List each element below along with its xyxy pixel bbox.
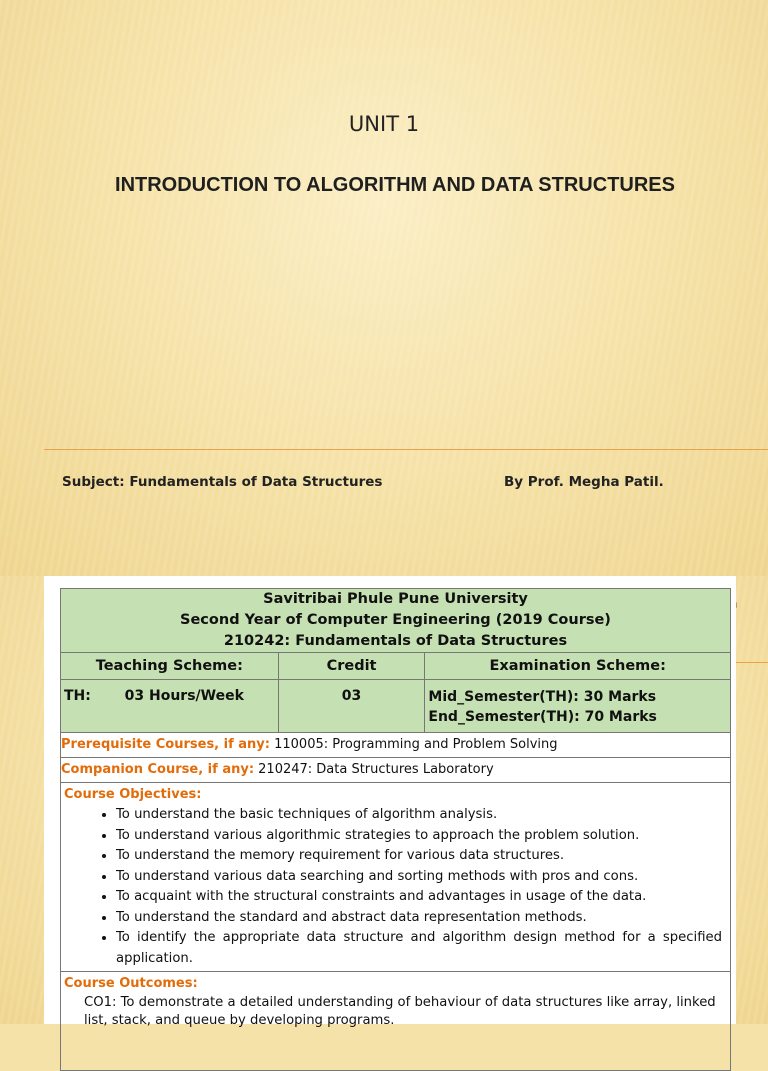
outcome-co1: CO1: To demonstrate a detailed understanding of behaviour of data structures like array, linked list, stack, and queue by developing programs. bbox=[84, 995, 716, 1028]
subject-text: Subject: Fundamentals of Data Structures bbox=[62, 474, 383, 490]
prerequisite-row bbox=[61, 733, 731, 758]
syllabus-slide bbox=[0, 576, 768, 1028]
slide-title: INTRODUCTION TO ALGORITHM AND DATA STRUCTURES bbox=[115, 174, 675, 196]
objectives-row bbox=[61, 783, 731, 972]
outcomes-label: Course Outcomes: bbox=[64, 976, 198, 991]
table-header bbox=[61, 589, 731, 653]
credit-value: 03 bbox=[278, 680, 425, 733]
exam-end: End_Semester(TH): 70 Marks bbox=[428, 709, 657, 725]
list-item: • To understand the basic techniques of algorithm analysis. bbox=[116, 805, 730, 826]
unit-label: UNIT 1 bbox=[348, 112, 420, 136]
exam-mid: Mid_Semester(TH): 30 Marks bbox=[428, 689, 657, 705]
syllabus-table bbox=[60, 588, 731, 1071]
outcomes-row bbox=[61, 972, 731, 1071]
companion-value: 210247: Data Structures Laboratory bbox=[254, 762, 494, 777]
th-label: TH: bbox=[64, 688, 91, 704]
list-item: • To understand the standard and abstract data representation methods. bbox=[116, 908, 730, 929]
list-item: • To understand various data searching and sorting methods with pros and cons. bbox=[116, 867, 730, 888]
credit-label: Credit bbox=[278, 653, 425, 680]
university-name: Savitribai Phule Pune University bbox=[263, 591, 528, 607]
list-item: • To acquaint with the structural constraints and advantages in usage of the data. bbox=[116, 887, 730, 908]
companion-label: Companion Course, if any: bbox=[61, 762, 255, 777]
syllabus-document bbox=[44, 576, 736, 1028]
divider-line bbox=[44, 449, 768, 450]
list-item: • To identify the appropriate data structure and algorithm design method for a specified application. bbox=[116, 928, 730, 969]
prerequisite-value: 110005: Programming and Problem Solving bbox=[269, 737, 558, 752]
companion-row bbox=[61, 758, 731, 783]
course-name: 210242: Fundamentals of Data Structures bbox=[223, 633, 568, 649]
teaching-hours-cell bbox=[61, 680, 279, 733]
exam-marks-cell bbox=[425, 680, 731, 733]
teaching-scheme-label: Teaching Scheme: bbox=[61, 653, 279, 680]
list-item: • To understand various algorithmic strategies to approach the problem solution. bbox=[116, 826, 730, 847]
program-name: Second Year of Computer Engineering (2019 Course) bbox=[180, 612, 611, 628]
objectives-list bbox=[64, 805, 730, 969]
author-text: By Prof. Megha Patil. bbox=[504, 474, 664, 490]
th-value: 03 Hours/Week bbox=[124, 688, 244, 704]
objectives-label: Course Objectives: bbox=[64, 787, 202, 802]
list-item: • To understand the memory requirement for various data structures. bbox=[116, 846, 730, 867]
exam-scheme-label: Examination Scheme: bbox=[425, 653, 731, 680]
prerequisite-label: Prerequisite Courses, if any: bbox=[61, 737, 270, 752]
divider-line bbox=[736, 662, 768, 663]
